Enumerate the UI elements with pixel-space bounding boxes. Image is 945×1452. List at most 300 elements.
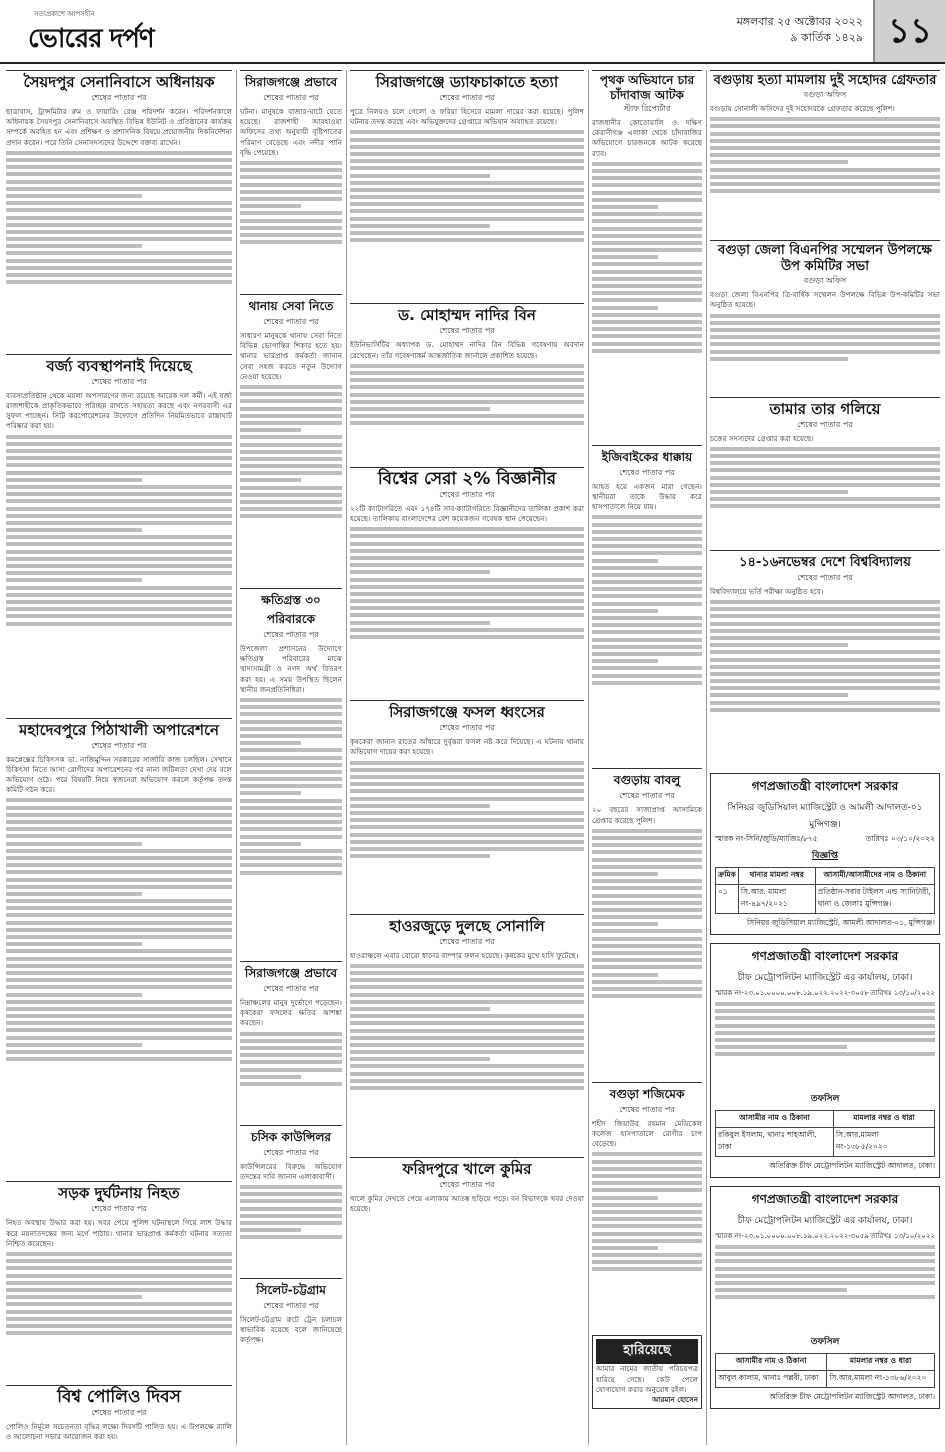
notice-table [715,1353,935,1388]
text-line [6,957,232,961]
text-line [350,993,584,997]
text-line [350,797,584,801]
text-line [710,701,940,705]
text-line [240,1192,342,1196]
text-line [6,528,142,532]
text-line [240,183,342,187]
text-line [592,843,702,847]
text-line [350,563,584,567]
text-line [6,564,232,568]
text-line [592,623,702,627]
story [240,1125,342,1272]
notice-title: গণপ্রজাতন্ত্রী বাংলাদেশ সরকার [751,949,899,964]
text-line [6,442,232,446]
text-line [6,471,232,475]
logo-tagline: সত্যপ্রকাশে আপসহীন [34,10,95,18]
story-headline: বগুড়ায় বাবলু [592,768,702,790]
text-line [715,1031,935,1035]
text-line [592,544,702,548]
story [350,914,584,1151]
text-line [350,1086,584,1090]
story-text [350,127,584,297]
text-line [710,189,940,193]
text-line [710,476,940,480]
notice-subtitle: চীফ মেট্রোপলিটন ম্যাজিস্ট্রেট এর কার্যালয়, ঢাকা। [737,1216,913,1227]
table-cell: সি.আর.মামলা নং-১৩৮৫/২০২০ [833,1128,934,1157]
text-line [240,1235,342,1239]
text-line [6,863,232,867]
text-line [710,665,940,669]
text-line [592,829,702,833]
text-line [6,280,232,284]
story-text [6,1249,232,1379]
text-line [240,806,342,810]
text-line [592,879,702,883]
story [710,240,940,390]
story [592,445,702,763]
text-line [240,168,342,172]
table-cell: সি.আর. মামলা নং-৪৯৭/২০২১ [738,885,815,914]
story-body: কাউন্সিলরের বিরুদ্ধে অভিযোগ তদন্তের দাবি জানান এলাকাবাসী। [240,1161,342,1181]
text-line [710,117,940,121]
text-line [6,1028,232,1032]
story [592,768,702,1075]
text-line [240,791,301,795]
text-line [240,827,342,831]
text-line [592,638,702,642]
table-header: থানার মামলা নম্বর [738,868,815,885]
table-cell: প্রতিষ্ঠান-সবার টাইলস এন্ড স্যানিটারী, থানা ও জেলাঃ মুন্সিগঞ্জ। [815,885,934,914]
continued-label: শেষের পাতার পর [91,740,147,750]
story-headline: হাওরজুড়ে দুলছে সোনালি [350,914,584,936]
table-cell: সি.আর.মামলা নং-১৩৮৬/২০২০ [827,1371,935,1388]
text-line [592,937,702,941]
text-line [240,190,342,194]
text-line [6,1295,142,1299]
story-text [240,382,342,582]
text-line [6,899,232,903]
story-headline: সিরাজগঞ্জে ড্যাফচাকাতে হত্যা [350,70,584,92]
text-line [592,901,702,905]
text-line [6,237,232,241]
text-line [710,643,848,647]
story-body: ব্যবসাপ্রতিষ্ঠান থেকে ময়লা অপসারণের জন্য রয়েছে আরেক দল কর্মী। এই বর্জ্য রাজশাহীকে প্রাকৃতিকভাবে পরিচ্ছন্ন রাখতে সহায়তা করছে এবং নগরবাসী এর সুফল পাচ্ছেন। সিটি করপোরেশনের উদ্যোগে প্রতিদিন নিয়মিতভাবে রাস্তাঘাট পরিষ্কার করা হয়। [6,390,232,431]
text-line [240,414,342,418]
story-headline: বগুড়া জেলা বিএনপির সম্মেলন উপলক্ষে উপ কমিটির সভা [710,240,940,275]
text-line [592,1181,702,1185]
text-line [6,1331,232,1335]
notice-signature: অতিরিক্ত চীফ মেট্রোপলিটন ম্যাজিস্ট্রেট আদালত, ঢাকা। [769,1392,935,1402]
text-line [350,985,584,989]
text-line [710,600,940,604]
text-line [715,1288,847,1292]
notice-title: গণপ্রজাতন্ত্রী বাংলাদেশ সরকার [751,779,899,794]
story [240,70,342,288]
text-line [592,929,702,933]
text-line [240,514,342,518]
text-line [240,756,342,760]
text-line [240,871,342,875]
text-line [6,813,232,817]
text-line [592,219,702,223]
text-line [6,463,232,467]
text-line [350,592,584,596]
text-line [6,1324,232,1328]
text-line [592,987,702,991]
text-line [592,587,702,591]
masthead [0,0,945,64]
continued-label: শেষের পাতার পর [619,467,675,477]
continued-label: শেষের পাতার পর [263,1147,319,1157]
text-line [6,478,142,482]
story-headline: সিলেট-চট্টগ্রাম [240,1278,342,1300]
continued-label: শেষের পাতার পর [439,93,495,102]
story-headline: পৃথক অভিযানে চার চাঁদাবাজ আটক [592,70,702,103]
text-line [592,1152,702,1156]
text-line [240,1046,342,1050]
text-line [6,244,142,248]
text-line [240,1068,342,1072]
text-line [592,630,702,634]
text-line [240,748,342,752]
table-cell: ০১ [716,885,739,914]
text-line [6,878,232,882]
story-text [6,795,232,1175]
text-line [350,782,584,786]
text-line [350,238,584,242]
text-line [592,212,702,216]
notice-title: গণপ্রজাতন্ত্রী বাংলাদেশ সরকার [751,1192,899,1207]
story-headline: বগুড়া শজিমেক [592,1082,702,1104]
text-line [240,813,342,817]
story-body: হাওরাঞ্চলে এবার বোরো ধানের বাম্পার ফলন হয়েছে। কৃষকের মুখে হাসি ফুটেছে। [350,950,579,960]
text-line [6,1036,232,1040]
text-line [350,613,584,617]
text-line [715,1024,935,1028]
story-text [710,311,940,391]
text-line [592,1196,658,1200]
story [592,70,702,439]
text-line [6,266,232,270]
text-line [592,1253,702,1257]
text-line [592,1210,702,1214]
text-line [592,334,702,338]
text-line [6,614,232,618]
text-line [350,971,584,975]
story [350,467,584,694]
date-gregorian: মঙ্গলবার ২৫ অক্টোবর ২০২২ [736,15,863,28]
text-line [710,357,848,361]
text-line [592,162,702,166]
column-rule [236,70,237,1445]
text-line [710,497,940,501]
text-line [710,629,940,633]
story-text [6,148,232,348]
story-body: কমপ্লেক্সের চিকিৎসক ডা. নাজিমুদ্দিন সরকারের সার্জারি কাজ চলছিল। সেখানে চিকিৎসা নিতে আসা রোগীদের অপারেশনের পর নানা জটিলতা দেখা দেয় বলে অভিযোগ ওঠে। পরে বিষয়টি নিয়ে স্বজনেরা অভিযোগ করলে কর্তৃপক্ষ তদন্ত কমিটি গঠন করে। [6,754,232,795]
text-line [6,542,232,546]
text-line [350,628,584,632]
text-line [240,698,342,702]
newspaper-logo [28,8,178,56]
text-line [6,194,142,198]
story-headline: সড়ক দুর্ঘটনায় নিহত [6,1181,232,1203]
text-line [350,166,584,170]
text-line [592,234,702,238]
story-body: ছাত্রাবাস, ট্রান্সমিটার রুম ও ফায়ারিং রেঞ্জ পরিদর্শন করেন। পরিদর্শনকালে অধিনায়ক সৈয়দপুর সেনানিবাসে অবস্থিত বিভিন্ন ইউনিট ও প্রতিষ্ঠানের কার্যক্রম সম্পর্কে অবহিত হন এবং প্রশিক্ষণ ও প্রশাসনিক বিষয়ে প্রয়োজনীয় দিকনির্দেশনা প্রদান করেন। পরে তিনি সেনাসদস্যদের উদ্দেশে বক্তব্য রাখেন। [6,107,232,147]
logo-name: ভোরের দর্পণ [28,24,154,54]
text-line [592,298,702,302]
text-line [715,1038,935,1042]
text-line [6,985,232,989]
text-line [240,233,342,237]
text-line [240,1185,342,1189]
text-line [240,464,342,468]
text-line [350,775,584,779]
text-line [240,720,342,724]
column-rule [706,70,707,1445]
text-line [6,1259,232,1263]
text-line [710,328,940,332]
text-line [592,227,702,231]
story-body: বগুড়া জেলা বিএনপির ত্রি-বার্ষিক সম্মেলন উপলক্ষে বিভিন্ন উপ-কমিটির সভা অনুষ্ঠিত হয়েছে। [710,290,940,310]
text-line [592,858,702,862]
text-line [6,180,232,184]
text-line [710,468,940,472]
text-line [592,342,702,346]
text-line [592,850,702,854]
text-line [715,1245,935,1249]
text-line [350,570,490,574]
text-line [6,798,232,802]
text-line [710,622,940,626]
court-notice [710,943,940,1178]
text-line [592,530,702,534]
text-line [350,854,490,858]
text-line [6,578,142,582]
text-line [6,201,232,205]
text-line [592,255,658,259]
text-line [240,486,342,490]
column-5 [710,70,940,1448]
text-line [592,566,702,570]
text-line [350,964,584,968]
text-line [350,606,584,610]
text-line [350,400,584,404]
text-line [350,1050,584,1054]
notice-table [715,1110,935,1157]
text-line [6,607,232,611]
text-line [710,658,940,662]
text-line [6,223,232,227]
text-line [592,602,702,606]
story-body: নিম্নাঞ্চলের মানুষ দুর্ভোগে পড়েছেন। কৃষকেরা ফসলের ক্ষতির আশঙ্কা করছেন। [240,998,342,1028]
text-line [350,1021,584,1025]
text-line [592,980,702,984]
text-line [592,1174,702,1178]
text-line [6,535,232,539]
text-line [350,202,584,206]
text-line [240,712,342,716]
text-line [710,636,940,640]
text-line [350,585,584,589]
text-line [350,549,584,553]
text-line [6,165,232,169]
text-line [350,534,584,538]
text-line [715,1009,935,1013]
continued-label: শেষের পাতার পর [619,791,675,801]
text-line [6,1274,232,1278]
text-line [710,504,940,508]
text-line [350,840,584,844]
text-line [592,1217,702,1221]
text-line [350,1072,584,1076]
text-line [240,799,342,803]
text-line [592,922,658,926]
text-line [350,385,584,389]
notice-place: মুন্সিগঞ্জ। [809,820,841,831]
text-line [592,573,702,577]
story-body: ২০ বছরের সাজাপ্রাপ্ত আসামিকে গ্রেপ্তার করেছে পুলিশ। [592,805,702,825]
text-line [240,705,342,709]
continued-label: শেষের পাতার পর [91,376,147,386]
text-line [6,856,232,860]
text-line [710,614,940,618]
text-line [592,198,702,202]
text-line [350,421,584,425]
text-line [6,151,232,155]
notice-heading: তফসিল [810,1337,840,1348]
text-line [592,944,702,948]
story-text [592,512,702,762]
text-line [240,204,301,208]
text-line [710,342,940,346]
lost-notice [592,1335,702,1409]
notice-table [715,867,935,914]
text-line [240,734,342,738]
text-line [6,885,232,889]
continued-label: শেষের পাতার পর [91,93,147,102]
text-line [710,693,848,697]
text-line [592,1267,702,1271]
story-headline: চসিক কাউন্সিলর [240,1125,342,1147]
notice-date: তারিখঃ ১৩/১০/২০২২ [870,989,935,998]
text-line [710,490,848,494]
text-line [350,768,584,772]
text-line [6,449,232,453]
text-line [6,216,232,220]
text-line [6,978,232,982]
text-line [240,1060,342,1064]
text-line [350,542,584,546]
text-line [710,153,940,157]
text-line [592,616,702,620]
text-line [592,284,702,288]
text-line [592,291,702,295]
text-line [240,219,342,223]
text-line [715,1052,935,1056]
continued-label: শেষের পাতার পর [263,984,319,994]
text-line [350,761,584,765]
text-line [350,804,490,808]
text-line [350,833,584,837]
column-rule [346,70,347,1445]
table-header: মামলার নম্বর ও ধারা [827,1354,935,1371]
story-body: রাজধানীর কোতোয়ালি ও দক্ষিণ কেরানীগঞ্জ এলাকা থেকে চাঁদাবাজির অভিযোগে চারজনকে আটক করেছে র‍্যাব। [592,118,702,158]
story [592,1082,702,1330]
text-line [6,514,232,518]
text-line [710,447,940,451]
text-line [6,593,232,597]
text-line [592,958,702,962]
continued-label: শেষের পাতার পর [797,419,853,429]
text-line [350,556,584,560]
text-line [6,1057,232,1061]
text-line [6,1007,232,1011]
story-headline: বগুড়ায় হত্যা মামলায় দুই সহোদর গ্রেফতার [710,70,940,89]
text-line [240,727,342,731]
story [350,1157,584,1214]
text-line [240,421,342,425]
text-line [592,973,658,977]
text-line [240,399,342,403]
text-line [6,251,232,255]
story-text [6,432,232,712]
text-line [6,806,232,810]
story-body: নিহত অবস্থায় উদ্ধার করা হয়। খবর পেয়ে পুলিশ ঘটনাস্থলে গিয়ে লাশ উদ্ধার করে ময়নাতদন্তের জন্য মর্গে পাঠায়। থানার ভারপ্রাপ্ত কর্মকর্তা ঘটনার সত্যতা নিশ্চিত করেছেন। [6,1218,232,1248]
text-line [240,450,342,454]
text-line [350,181,584,185]
story-headline: মহাদেবপুরে পিঠাখালী অপারেশনে [6,718,232,740]
text-line [592,1188,702,1192]
text-line [350,195,584,199]
story-headline: ড. মোহাম্মদ নাদির বিন [350,303,584,325]
table-header: আসামীর নাম ও ঠিকানা [716,1354,827,1371]
text-line [592,594,702,598]
story-body: পোলিও নির্মূলে সচেতনতা বৃদ্ধির লক্ষ্যে দিবসটি পালিত হয়। এ উপলক্ষে র‍্যালি ও আলোচনা সভার আয়োজন করা হয়। [6,1422,232,1442]
notice-ref: স্মারক নং-সিনি/জুডি/ম্যাজিঃ/৮৭৫ [715,834,818,844]
text-line [350,231,584,235]
text-line [6,928,232,932]
text-line [350,789,584,793]
lost-notice-body: আমার নামের জাতীয় পরিচয়পত্র হারিয়ে গেছে। কেউ পেলে যোগাযোগ করার অনুরোধ রইল। [596,1364,698,1394]
continued-label: শেষের পাতার পর [91,1408,147,1418]
text-line [592,320,702,324]
text-line [6,935,232,939]
text-line [6,1000,232,1004]
text-line [240,500,342,504]
story-body: সিলেট-চট্টগ্রাম রুটে ট্রেন চলাচল স্বাভাবিক রয়েছে বলে জানিয়েছে কর্তৃপক্ষ। [240,1315,342,1345]
story-text [350,758,584,908]
text-line [350,371,584,375]
text-line [6,158,232,162]
text-line [592,1203,702,1207]
text-line [6,435,232,439]
text-line [240,1082,342,1086]
text-line [350,847,584,851]
text-line [240,763,342,767]
text-line [6,259,232,263]
text-line [6,273,232,277]
text-line [6,1310,232,1314]
story-headline: ক্ষতিগ্রস্ত ৩০ পরিবারকে [240,588,342,629]
text-line [350,1007,490,1011]
notice-signature: সিনিয়র জুডিসিয়াল ম্যাজিস্ট্রেট, আমলী আদালত-০১, মুন্সিগঞ্জ। [747,918,935,928]
text-line [350,188,584,192]
text-line [6,622,232,626]
text-line [592,551,702,555]
text-line [592,908,702,912]
text-line [6,849,232,853]
